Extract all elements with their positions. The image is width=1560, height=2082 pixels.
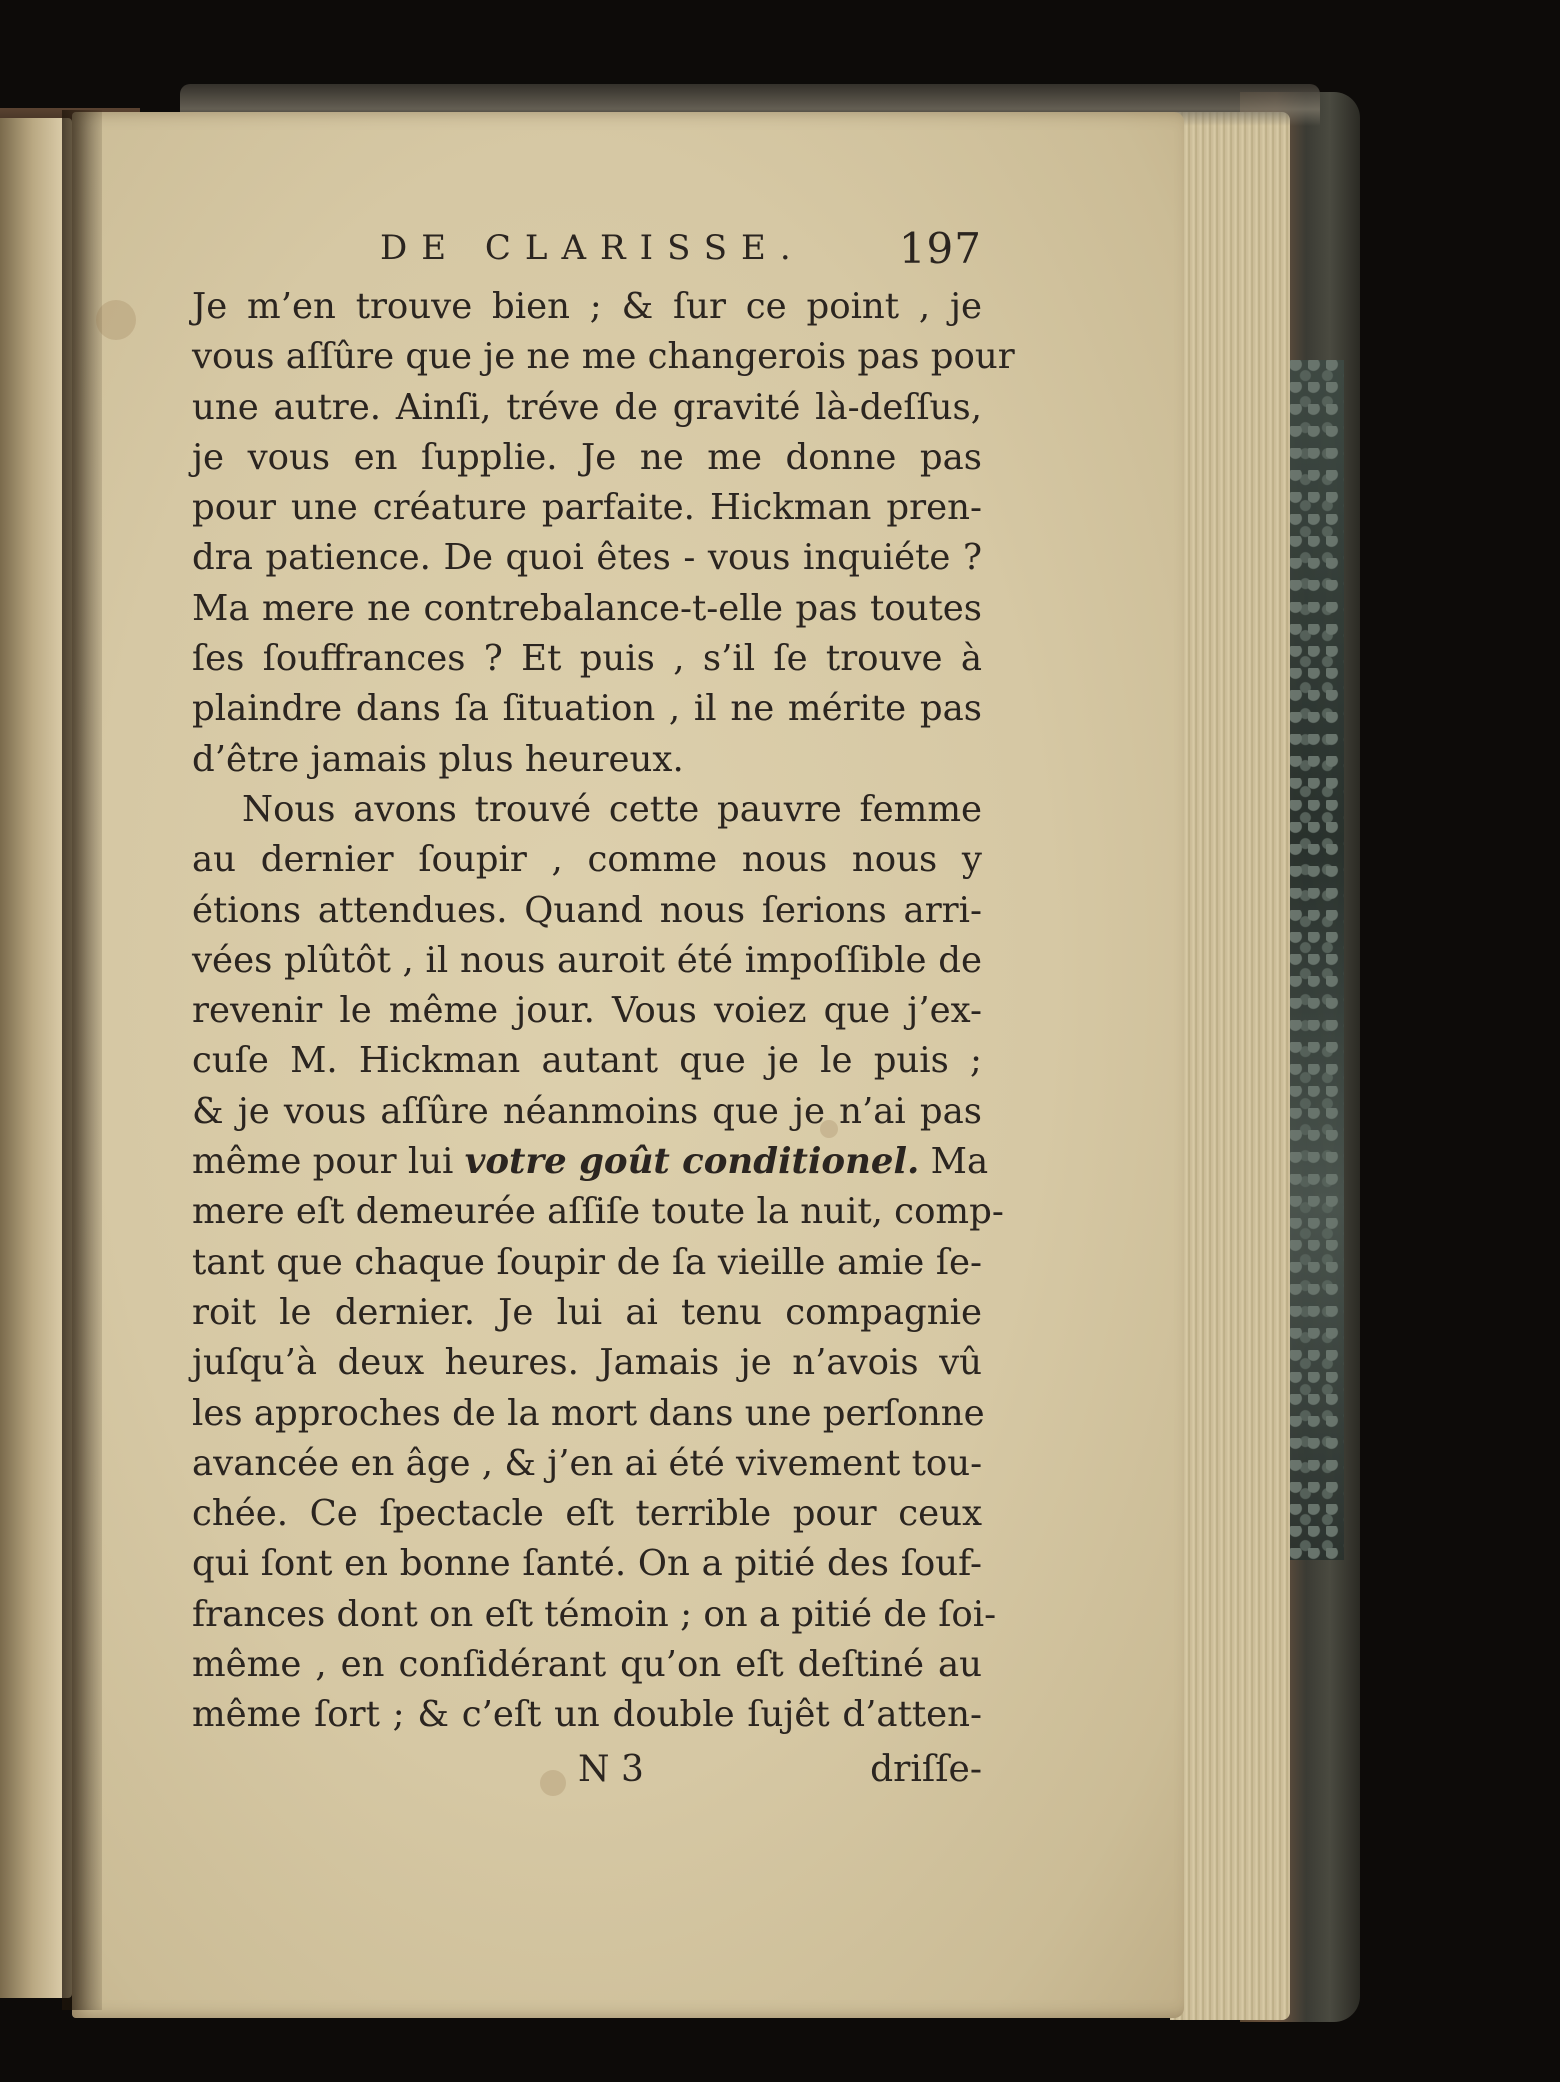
text-line: revenir le même jour. Vous voiez que j’ex- <box>192 990 982 1032</box>
foxing-spot <box>96 300 136 340</box>
text-line: roit le dernier. Je lui ai tenu compagnie <box>192 1291 982 1333</box>
marbled-cover <box>1290 360 1344 1560</box>
running-head <box>192 222 982 282</box>
text-line: & je vous aſſûre néanmoins que je n’ai pas <box>192 1090 982 1132</box>
text-line: étions attendues. Quand nous ſerions arri- <box>192 889 982 931</box>
text-line: ſes ſouffrances ? Et puis , s’il ſe trouve à <box>192 638 982 680</box>
text-line: pour une créature parfaite. Hickman pren- <box>192 487 982 529</box>
paragraph-start-line: Nous avons trouvé cette pauvre femme <box>242 788 982 830</box>
text-line: dra patience. De quoi êtes - vous inquiéte ? <box>192 537 982 579</box>
page-number: 197 <box>898 224 982 273</box>
text-line: tant que chaque ſoupir de ſa vieille amie ſe- <box>192 1241 982 1283</box>
text-line: même ſort ; & c’eſt un double ſujêt d’atten- <box>192 1694 982 1736</box>
running-title: DE CLARISSE. <box>380 228 805 268</box>
text-line: frances dont on eſt témoin ; on a pitié de ſoi- <box>192 1593 997 1635</box>
page-text-block <box>192 222 1015 1803</box>
text-line: les approches de la mort dans une perſonne <box>192 1392 985 1434</box>
text-line: Je m’en trouve bien ; & ſur ce point , je <box>192 286 982 327</box>
text-line: chée. Ce ſpectacle eſt terrible pour ceux <box>192 1493 982 1535</box>
text-line: d’être jamais plus heureux. <box>192 738 684 780</box>
text-line: cuſe M. Hickman autant que je le puis ; <box>192 1040 982 1082</box>
text-line: plaindre dans ſa ſituation , il ne mérite pas <box>192 688 982 730</box>
signature-mark: N 3 <box>578 1748 644 1790</box>
text-line: avancée en âge , & j’en ai été vivement tou- <box>192 1442 983 1484</box>
text-line-with-italic <box>192 1137 989 1187</box>
text-line: juſqu’à deux heures. Jamais je n’avois vû <box>192 1342 982 1384</box>
italic-phrase: votre goût conditionel. <box>464 1141 920 1183</box>
page-footer <box>192 1749 982 1803</box>
gutter-shadow <box>62 110 102 2010</box>
text-line: mere eſt demeurée aſſiſe toute la nuit, comp- <box>192 1191 1004 1233</box>
text-line: même , en conſidérant qu’on eſt deſtiné au <box>192 1644 982 1686</box>
text-line: qui ſont en bonne ſanté. On a pitié des ſouf- <box>192 1543 982 1585</box>
text-line-start: même pour lui <box>192 1141 454 1183</box>
text-line: je vous en ſupplie. Je ne me donne pas <box>192 436 982 478</box>
text-line: vous aſſûre que je ne me changerois pas pour <box>192 336 1015 378</box>
stacked-page-edges <box>1170 112 1290 2020</box>
text-line-tail: Ma <box>930 1141 989 1183</box>
catchword: driſſe- <box>870 1748 982 1790</box>
text-line: vées plûtôt , il nous auroit été impoſſible de <box>192 939 982 981</box>
text-line: Ma mere ne contrebalance-t-elle pas toutes <box>192 587 982 629</box>
text-line: une autre. Ainſi, tréve de gravité là-deſſus, <box>192 386 982 428</box>
text-line: au dernier ſoupir , comme nous nous y <box>192 839 982 881</box>
